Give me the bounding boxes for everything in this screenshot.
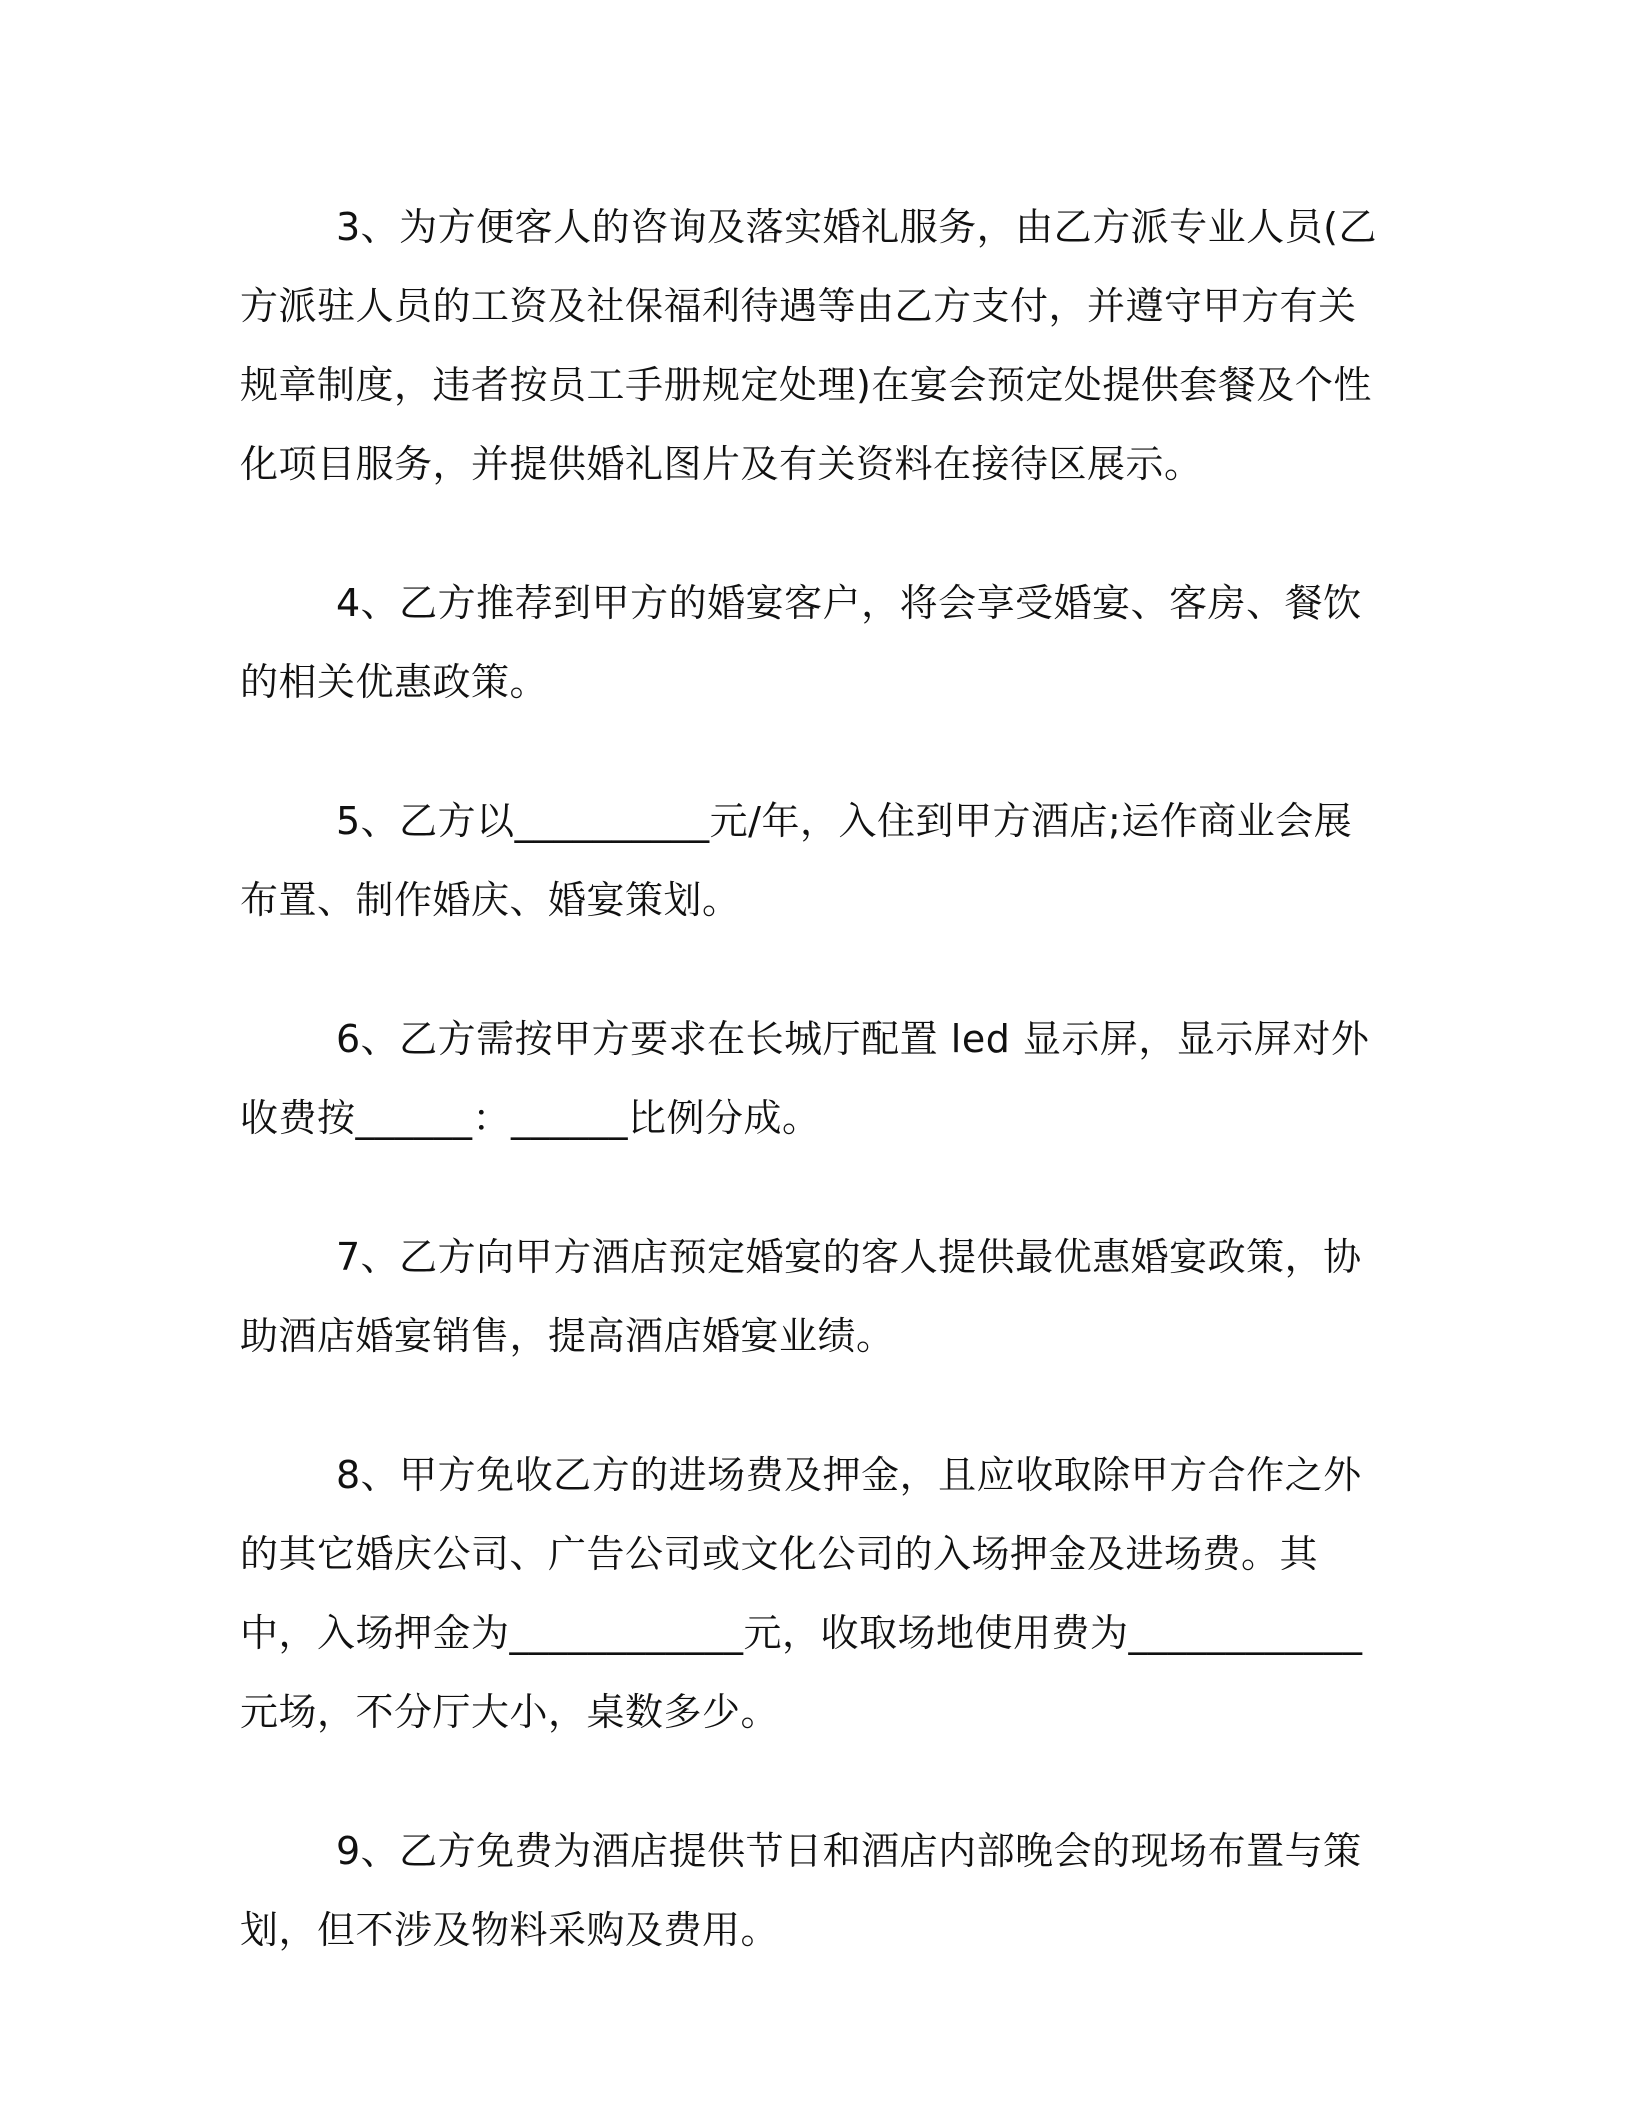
clause-9: 9、乙方免费为酒店提供节日和酒店内部晚会的现场布置与策划，但不涉及物料采购及费用。	[240, 1829, 1362, 1952]
clause-4: 4、乙方推荐到甲方的婚宴客户，将会享受婚宴、客房、餐饮的相关优惠政策。	[240, 581, 1362, 704]
clause-6: 6、乙方需按甲方要求在长城厅配置 led 显示屏，显示屏对外收费按______：______比例分成。	[240, 1017, 1370, 1140]
clause-7: 7、乙方向甲方酒店预定婚宴的客人提供最优惠婚宴政策，协助酒店婚宴销售，提高酒店婚宴业绩。	[240, 1235, 1362, 1358]
clause-5: 5、乙方以__________元/年，入住到甲方酒店;运作商业会展布置、制作婚庆、婚宴策划。	[240, 799, 1353, 922]
clause-3: 3、为方便客人的咨询及落实婚礼服务，由乙方派专业人员(乙方派驻人员的工资及社保福利待遇等由乙方支付，并遵守甲方有关规章制度，违者按员工手册规定处理)在宴会预定处提供套餐及个性化项目服务，并提供婚礼图片及有关资料在接待区展示。	[240, 205, 1378, 486]
clause-8: 8、甲方免收乙方的进场费及押金，且应收取除甲方合作之外的其它婚庆公司、广告公司或文化公司的入场押金及进场费。其中，入场押金为____________元，收取场地使用费为____________元场，不分厅大小，桌数多少。	[240, 1453, 1363, 1734]
document-body	[240, 188, 1390, 2030]
